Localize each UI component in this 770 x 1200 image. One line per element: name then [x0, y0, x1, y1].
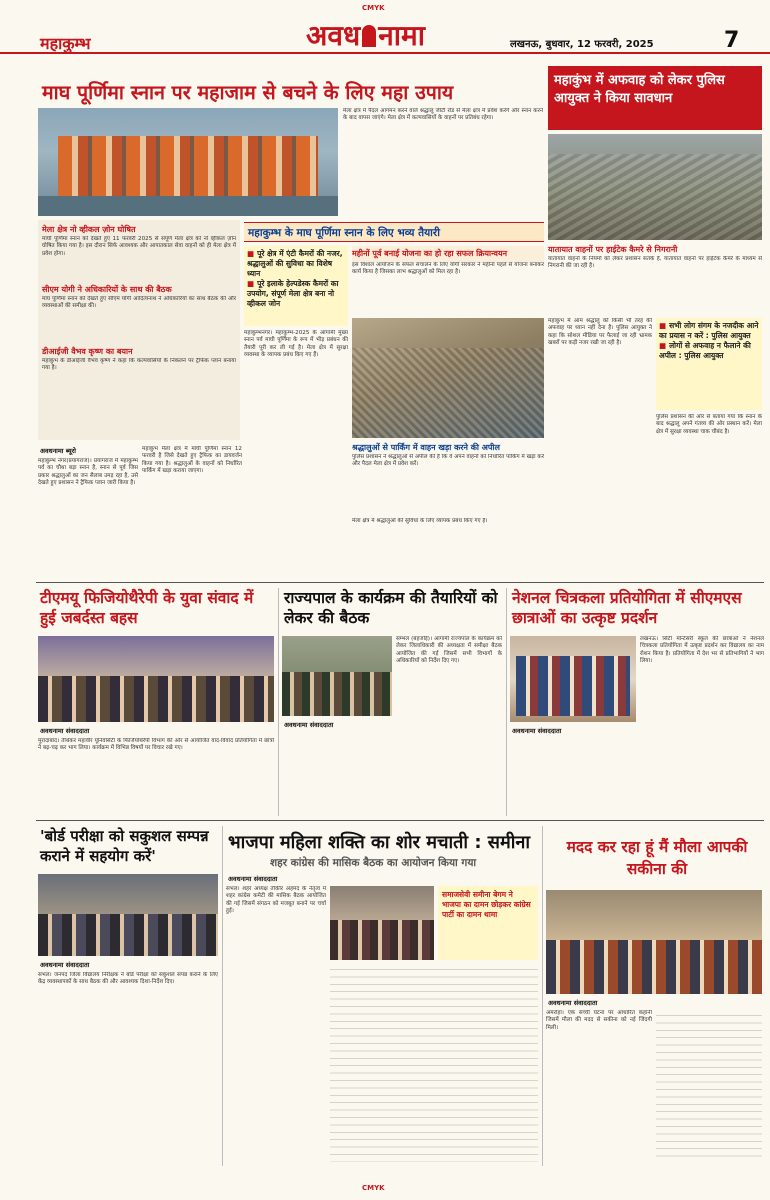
- dateline: लखनऊ, बुधवार, 12 फरवरी, 2025: [510, 39, 654, 50]
- lead-byline: अवधनामा ब्यूरो: [40, 447, 76, 455]
- row2-a-headline: टीएमयू फिजियोथैरेपी के युवा संवाद में हुई जबर्दस्त बहस: [40, 589, 254, 627]
- row2-a-body: मुरादाबाद। तीर्थंकर महावीर यूनिवर्सिटी के फिजियोथैरेपी विभाग की ओर से आयोजित वाद-विवाद प्रतियोगिता में छात्रों ने बढ़-चढ़ कर भाग लिया। कार्यक्रम में विभिन्न विषयों पर विचार रखे गए।: [38, 738, 274, 752]
- tayyari-sub-text: इस विशाल आयोजन के सफल संचालन के लिए योगी सरकार ने महीनों पहले से योजना बनाकर कार्य किया है जिसका लाभ श्रद्धालुओं को मिल रहा है।: [352, 262, 544, 276]
- lead-photo: [38, 108, 338, 216]
- row3-b-texture: [330, 920, 434, 960]
- right-bullet-1: ■ सभी लोग संगम के नजदीक आने का प्रयास न करें : पुलिस आयुक्त: [659, 321, 759, 340]
- lead-sub2: सीएम योगी ने अधिकारियों के साथ की बैठक: [42, 285, 172, 294]
- right-top-headline: महाकुंभ में अफवाह को लेकर पुलिस आयुक्त ने किया सावधान: [554, 73, 725, 106]
- row3-a-texture: [38, 914, 218, 956]
- row2-c-body: लखनऊ। सिटी मॉन्टेसरी स्कूल की छात्राओं ने नेशनल चित्रकला प्रतियोगिता में उत्कृष्ट प्रदर्शन कर विद्यालय का नाम रोशन किया है। प्रतियोगिता में देश भर से प्रतिभागियों ने भाग लिया।: [640, 636, 764, 665]
- tayyari-banner-text: महाकुम्भ के माघ पूर्णिमा स्नान के लिए भव्य तैयारी: [248, 227, 440, 239]
- row3-b-photo: [330, 886, 434, 960]
- lead-body-b: महाकुंभ मेला क्षेत्र में माघी पूर्णिमा स्नान 12 फरवरी है जिसे देखते हुए ट्रैफिक का डायवर्जन किया गया है। श्रद्धालुओं के वाहनों को निर्धारित पार्किंग में खड़ा कराया जाएगा।: [142, 446, 242, 475]
- right-photo-texture: [548, 154, 762, 240]
- right-top-photo: [548, 134, 762, 240]
- tayyari-cap-text: पुलिस प्रशासन ने श्रद्धालुओं से अपील की है कि वे अपने वाहनों को निर्धारित पार्किंग में खड़ा करें और पैदल मेला क्षेत्र में प्रवेश करें।: [352, 454, 544, 468]
- row2-a-photo: [38, 636, 274, 722]
- row3-c-body2: [656, 1010, 762, 1162]
- rule-v3: [222, 826, 223, 1166]
- right-top-cap-text: यातायात वाहनों के नियमों को लेकर प्रशासन सतर्क है, यातायात वाहनों पर हाईटेक कैमरे के माध्यम से निगरानी की जा रही है।: [548, 256, 762, 270]
- row2-b-photo: [282, 636, 392, 716]
- row2-b-body: सम्भल (बहजोई)। आगामी राज्यपाल के कार्यक्रम को लेकर जिलाधिकारी की अध्यक्षता में समीक्षा बैठक आयोजित की गई जिसमें सभी विभागों के अधिकारियों को निर्देश दिए गए।: [396, 636, 502, 665]
- row3-a-body: संभल। जनपद जिला विद्यालय निरीक्षक ने बोर्ड परीक्षा को सकुशल संपन्न कराने के लिए केंद्र व्यवस्थापकों के साथ बैठक की और आवश्यक दिशा-निर्देश दिए।: [38, 972, 218, 986]
- tayyari-banner: [244, 222, 544, 242]
- tayyari-bullet-2: ■ पूरे इलाके हेल्पडेस्क कैमरों का उपयोग, संपूर्ण मेला क्षेत्र बना नो व्हीकल जोन: [247, 279, 339, 308]
- right-top-box: [548, 66, 762, 130]
- lead-sub1-text: माघी पूर्णिमा स्नान को देखते हुए 11 फरवरी 2025 से संपूर्ण मेला क्षेत्र को नो व्हीकल ज़ोन घोषित किया गया है। इस दौरान सिर्फ आवश्यक और आपातकाल सेवा वाहनों को ही मेला क्षेत्र में प्रवेश होगा।: [42, 236, 236, 257]
- cmyk-mark-top: CMYK: [362, 4, 385, 12]
- logo-left: अवध: [306, 19, 361, 52]
- logo: [306, 16, 425, 54]
- lead-sub3: डीआईजी वैभव कृष्ण का बयान: [42, 347, 133, 356]
- row2-c-photo: [510, 636, 636, 722]
- row2-c-headline: नेशनल चित्रकला प्रतियोगिता में सीएमएस छात्राओं का उत्कृष्ट प्रदर्शन: [512, 589, 742, 627]
- right-top-body2: पुलिस प्रशासन की ओर से बताया गया कि स्नान के बाद श्रद्धालु अपने गंतव्य की ओर प्रस्थान करें। मेला क्षेत्र में सुरक्षा व्यवस्था चाक चौबंद है।: [656, 414, 762, 435]
- row3-b-body2: [330, 964, 538, 1162]
- row3-c-byline: अवधनामा संवाददाता: [548, 999, 598, 1007]
- logo-mark-icon: [362, 25, 376, 47]
- row3-c-body: अमरोहा। एक सच्ची घटना पर आधारित कहानी जिसमें मौला की मदद से सकीना को नई जिंदगी मिली।: [546, 1010, 652, 1031]
- right-bullet-2: ■ लोगों से अफवाह न फैलाने की अपील : पुलिस आयुक्त: [659, 341, 751, 360]
- row3-c-texture: [546, 940, 762, 994]
- rule-v2: [506, 588, 507, 816]
- tayyari-sub: महीनों पूर्व बनाई योजना का हो रहा सफल क्रियान्वयन: [352, 249, 508, 258]
- right-top-bullets: [656, 318, 762, 410]
- cmyk-mark-bottom: CMYK: [362, 1184, 385, 1192]
- photo-figures: [58, 136, 318, 196]
- section-name: महाकुम्भ: [40, 34, 91, 53]
- row3-b-box: [438, 886, 538, 960]
- row3-a-headline: 'बोर्ड परीक्षा को सकुशल सम्पन्न कराने में सहयोग करें': [40, 827, 209, 865]
- bullet-icon: ■: [247, 249, 255, 258]
- lead-sub2-text: माघ पूर्णिमा स्नान को देखते हुए सीएम योगी आदित्यनाथ ने अधिकारियों का साथ बैठक की और व्यवस्थाओं की समीक्षा की।: [42, 296, 236, 310]
- photo-water: [38, 196, 338, 216]
- lead-headline: माघ पूर्णिमा स्नान पर महाजाम से बचने के लिए महा उपाय: [42, 81, 454, 104]
- row2-b-texture: [282, 672, 392, 716]
- tayyari-bullets: [244, 246, 348, 326]
- tayyari-body: महाकुम्भनगर। महाकुम्भ-2025 के आगामी मुख्य स्नान पर्व माघी पूर्णिमा के रूप में भीड़ प्रबंधन की तैयारी पूरी कर ली गई है। मेला क्षेत्र में सुरक्षा व्यवस्था के व्यापक प्रबंध किए गए हैं।: [244, 330, 348, 359]
- lead-sub-panel: [38, 220, 240, 440]
- row3-b-headline: भाजपा महिला शक्ति का शोर मचाती : समीना: [228, 832, 531, 853]
- rule-v4: [542, 826, 543, 1166]
- lead-body-a: महाकुम्भ नगर(प्रयागराज)। प्रयागराज में महाकुम्भ पर्व का चौथा बड़ा स्नान है, स्नान से पूर्व जिस प्रकार श्रद्धालुओं का जन सैलाब उमड़ रहा है, उसे देखते हुए प्रशासन ने ट्रैफिक प्लान जारी किया है।: [38, 458, 138, 487]
- logo-right: नामा: [378, 19, 425, 52]
- crowd-texture: [352, 348, 544, 438]
- row2-c-byline: अवधनामा संवाददाता: [512, 727, 562, 735]
- lead-sub1: मेला क्षेत्र नो व्हीकल ज़ोन घोषित: [42, 225, 136, 234]
- row3-c-headline: मदद कर रहा हूं मैं मौला आपकी सकीना की: [566, 838, 748, 878]
- row2-c-texture: [516, 656, 630, 716]
- crowd-photo: [352, 318, 544, 438]
- row2-b-byline: अवधनामा संवाददाता: [284, 721, 334, 729]
- rule-row1: [36, 582, 764, 583]
- rule-row2: [36, 820, 764, 821]
- bullet-icon: ■: [659, 321, 667, 330]
- row3-b-box-text: समाजसेवी समीना बेगम ने भाजपा का दामन छोड़कर कांग्रेस पार्टी का दामन थामा: [442, 890, 531, 919]
- lead-body-c: मेला क्षेत्र में पैदल आगमन करने वाले श्रद्धालु जीटी रोड से मेला क्षेत्र में प्रवेश करेंगे और स्नान करने के बाद वापस जाएंगे। मेला क्षेत्र में कल्पवासियों के वाहनों पर प्रतिबंध रहेगा।: [343, 108, 543, 122]
- right-top-cap: यातायात वाहनों पर हाईटेक कैमरे से निगरानी: [548, 245, 678, 254]
- tayyari-bullet-1: ■ पूरे क्षेत्र में एंटी कैमरों की नजर, श्रद्धालुओं की सुविधा का विशेष ध्यान: [247, 249, 343, 278]
- row3-a-byline: अवधनामा संवाददाता: [40, 961, 90, 969]
- row3-b-body: संभल। शहर अध्यक्ष तौकीर अहमद के नेतृत्व में शहर कांग्रेस कमेटी की मासिक बैठक आयोजित की गई जिसमें संगठन को मजबूत बनाने पर चर्चा हुई।: [226, 886, 326, 915]
- row3-b-sub: शहर कांग्रेस की मासिक बैठक का आयोजन किया गया: [270, 857, 477, 869]
- rule-v1: [278, 588, 279, 816]
- row2-b-headline: राज्यपाल के कार्यक्रम की तैयारियों को लेकर की बैठक: [284, 589, 498, 627]
- row3-c-photo: [546, 890, 762, 994]
- row3-b-byline: अवधनामा संवाददाता: [228, 875, 278, 883]
- tayyari-cap: श्रद्धालुओं से पार्किंग में वाहन खड़ा करने की अपील: [352, 443, 500, 452]
- row3-a-photo: [38, 874, 218, 956]
- right-top-body: महाकुंभ में आम श्रद्धालु को किसी भी तरह की अफवाह पर ध्यान नहीं देना है। पुलिस आयुक्त ने कहा कि सोशल मीडिया पर फैलाई जा रही भ्रामक खबरों पर कड़ी नजर रखी जा रही है।: [548, 318, 652, 347]
- lead-sub3-text: महाकुंभ के डीआईजी वैभव कृष्ण ने कहा कि कल्पवासियों के निकलने पर ट्रैफिक प्लान बनाया गया है।: [42, 358, 236, 372]
- row2-a-texture: [38, 676, 274, 722]
- bullet-icon: ■: [659, 341, 667, 350]
- tayyari-body2: मेला क्षेत्र में श्रद्धालुओं की सुविधा के लिए व्यापक प्रबंध किए गए हैं।: [352, 518, 488, 524]
- row2-a-byline: अवधनामा संवाददाता: [40, 727, 90, 735]
- bullet-icon: ■: [247, 279, 255, 288]
- page-number: 7: [724, 28, 740, 53]
- masthead: [0, 14, 770, 54]
